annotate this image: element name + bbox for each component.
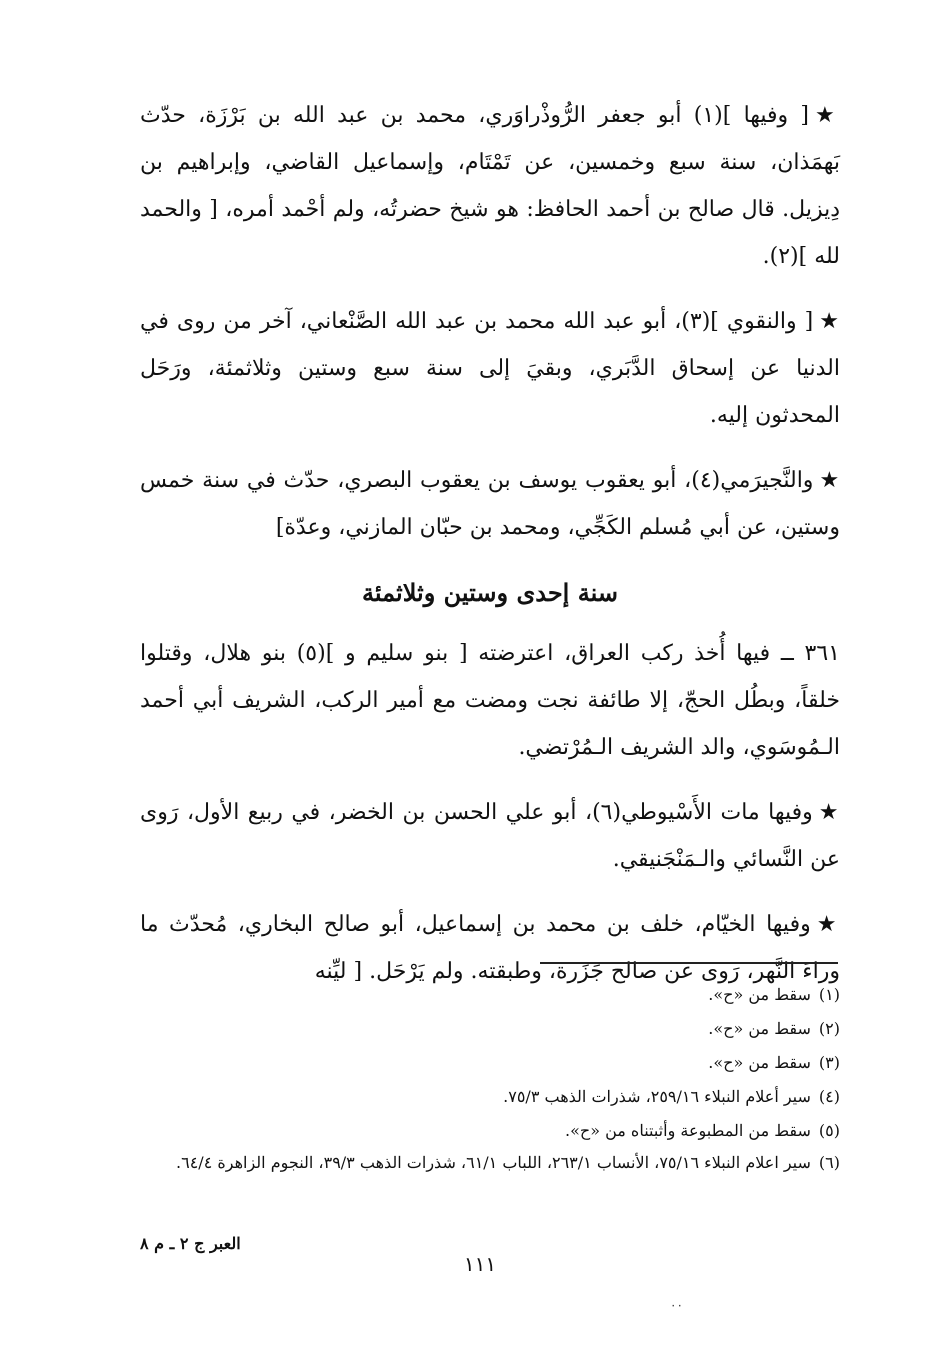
year-heading: سنة إحدى وستين وثلاثمئة [362, 578, 618, 607]
star-marker: ★ [818, 800, 840, 825]
footnote-number: (٤) [818, 1087, 840, 1106]
page-number: ١١١ [463, 1252, 497, 1276]
footnote-number: (٦) [818, 1153, 840, 1172]
footnote-5 [140, 1114, 840, 1148]
signature-mark: العبر ج ٢ ـ م ٨ [140, 1234, 241, 1253]
paragraph-5 [140, 789, 840, 883]
paragraph-1-text: [ وفيها ](١) أبو جعفر الرُّوذْراوَري، محمد بن عبد الله بن بَرْزَة، حدّث بَهمَذان، سنة سبع وخمسين، عن تَمْتَام، وإسماعيل القاضي، وإبراهيم بن دِيزيل. قال صالح بن أحمد الحافظ: هو شيخ حضرتُه، ولم أحْمد أمره، [ والحمد لله ](٢). [140, 103, 840, 269]
main-text [140, 92, 840, 1013]
footnote-number: (٥) [818, 1121, 840, 1140]
footnote-number: (٣) [818, 1053, 840, 1072]
paragraph-3-text: والنَّجيرَمي(٤)، أبو يعقوب يوسف بن يعقوب البصري، حدّث في سنة خمس وستين، عن أبي مُسلم الكَجِّي، ومحمد بن حبّان المازني، وعدّة] [140, 468, 840, 540]
footnote-text: سير اعلام النبلاء ٧٥/١٦، الأنساب ٢٦٣/١، اللباب ٦١/١، شذرات الذهب ٣٩/٣، النجوم الزاهرة ٦٤/٤. [176, 1153, 811, 1172]
star-marker: ★ [815, 103, 840, 128]
paragraph-3 [140, 457, 840, 551]
footnote-divider [540, 962, 838, 964]
footnotes [140, 978, 840, 1178]
star-marker: ★ [819, 309, 840, 334]
print-speck: ٠٠ [670, 1298, 683, 1312]
footnote-text: سقط من «ح». [708, 985, 811, 1004]
footnote-6 [140, 1148, 840, 1178]
paragraph-4 [140, 630, 840, 771]
star-marker: ★ [816, 912, 840, 937]
paragraph-2-text: [ والنقوي ](٣)، أبو عبد الله محمد بن عبد الله الصَّنْعاني، آخر من روى في الدنيا عن إسحاق الدَّبَري، وبقيَ إلى سنة سبع وستين وثلاثمئة، ورَحَل المحدثون إليه. [140, 309, 840, 428]
paragraph-1 [140, 92, 840, 280]
footnote-1 [140, 978, 840, 1012]
star-marker: ★ [819, 468, 840, 493]
footnote-4 [140, 1080, 840, 1114]
footnote-2 [140, 1012, 840, 1046]
footnote-text: سقط من المطبوعة وأثبتناه من «ح». [565, 1121, 811, 1140]
paragraph-4-text: ٣٦١ ــ فيها أُخذ ركب العراق، اعترضته [ بنو سليم و ](٥) بنو هلال، وقتلوا خلقاً، وبطُل الحجّ، إلا طائفة نجت ومضت مع أمير الركب، الشريف أبي أحمد الـمُوسَوي، والد الشريف الـمُرْتضي. [140, 641, 840, 760]
paragraph-2 [140, 298, 840, 439]
footnote-text: سقط من «ح». [708, 1053, 811, 1072]
footnote-text: سير أعلام النبلاء ٢٥٩/١٦، شذرات الذهب ٧٥/٣. [503, 1087, 811, 1106]
paragraph-5-text: وفيها مات الأَسْيوطي(٦)، أبو علي الحسن بن الخضر، في ربيع الأول، رَوى عن النَّسائي والـمَنْجَنيقي. [140, 800, 840, 872]
footnote-number: (٢) [818, 1019, 840, 1038]
paragraph-6-text: وفيها الخيّام، خلف بن محمد بن إسماعيل، أبو صالح البخاري، مُحدّث ما وراءَ النَّهر، رَوى عن صالح جَزَرة، وطبقته. ولم يَرْحَل. [ ليِّنه [140, 912, 840, 984]
footnote-number: (١) [818, 985, 840, 1004]
footnote-text: سقط من «ح». [708, 1019, 811, 1038]
footnote-3 [140, 1046, 840, 1080]
